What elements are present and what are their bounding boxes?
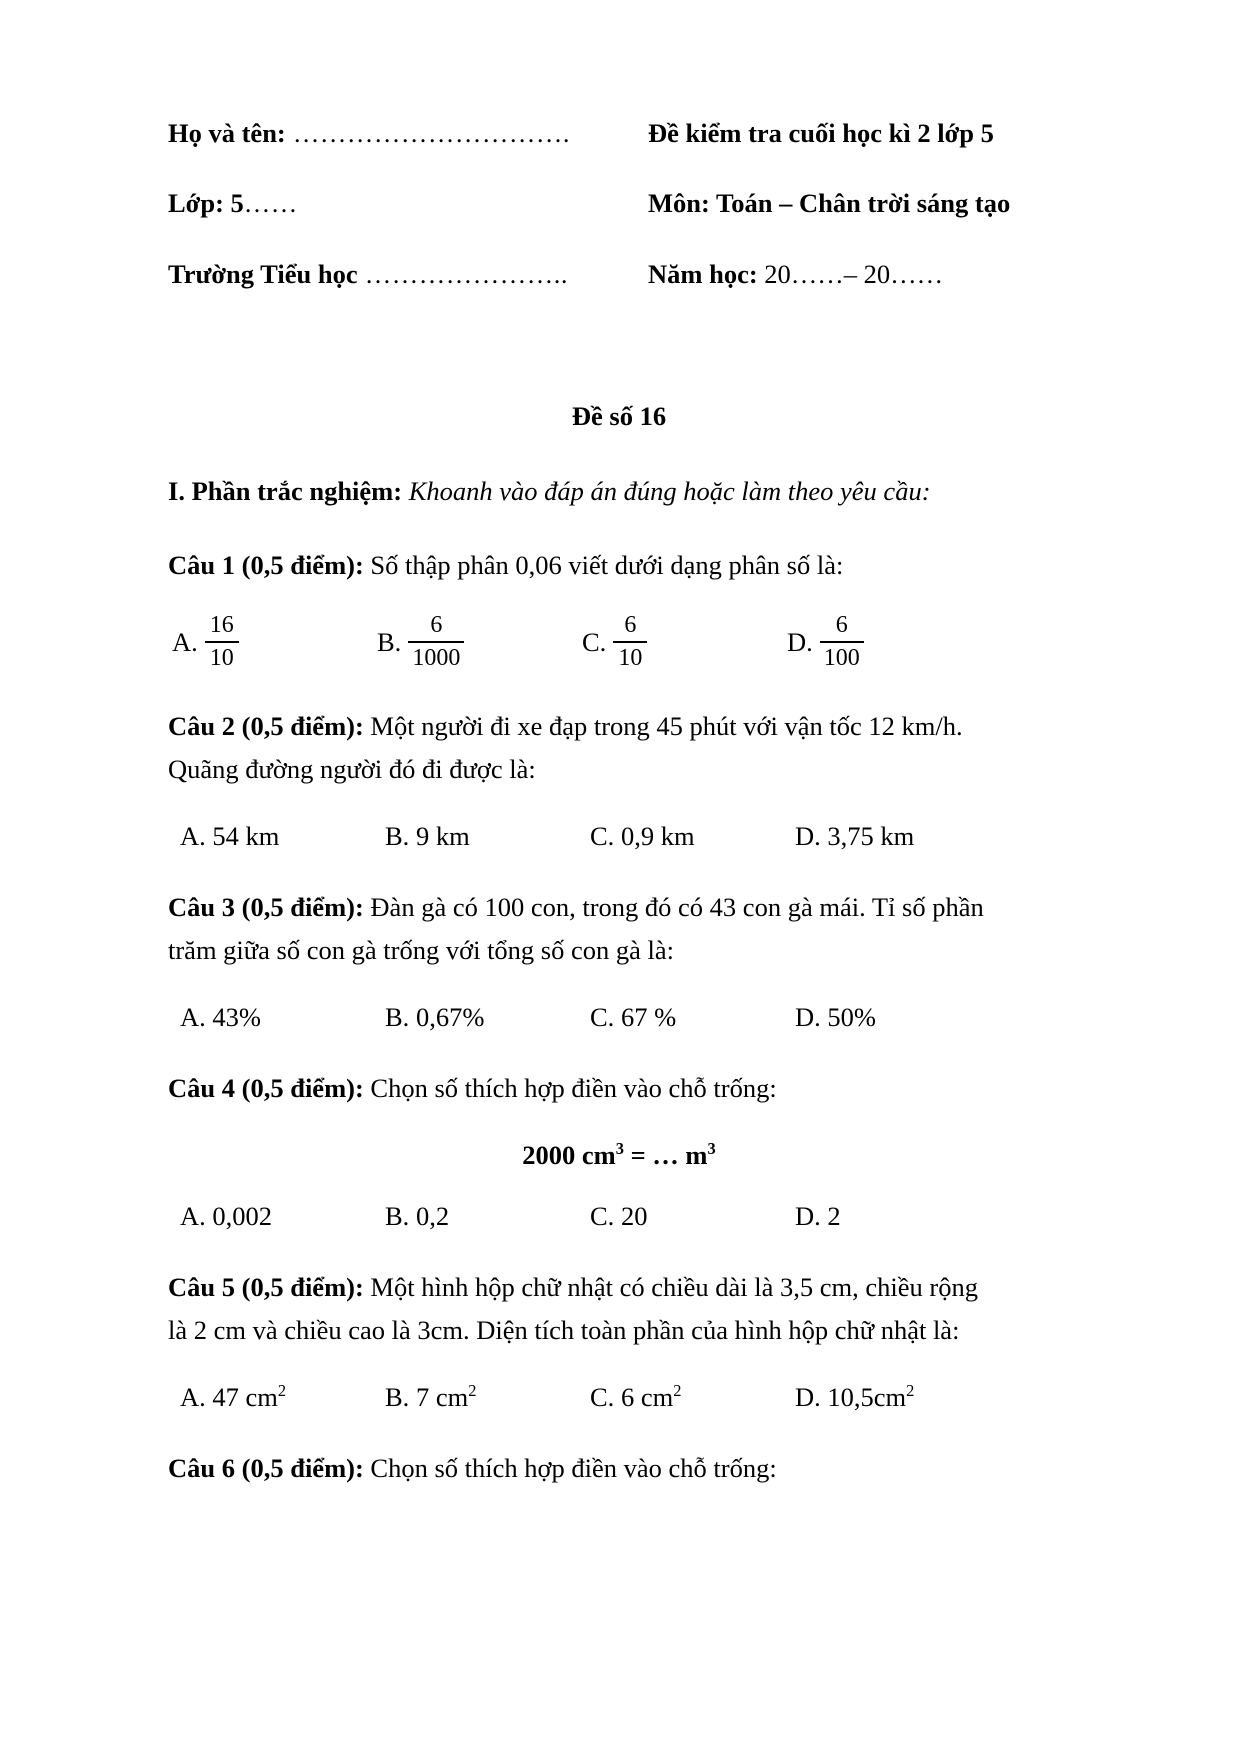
option-value: 0,002 [205, 1201, 273, 1232]
option-letter: D. [795, 1201, 821, 1232]
fraction-denominator: 100 [823, 645, 860, 672]
option-value: 0,67% [409, 1002, 485, 1033]
question-1-text: Số thập phân 0,06 viết dưới dạng phân số là: [363, 550, 844, 581]
option-letter: C. [590, 821, 615, 852]
class-dots: …… [243, 188, 298, 219]
option-letter: C. [590, 1381, 615, 1412]
option-letter: D. [795, 821, 821, 852]
question-4 [168, 1067, 1070, 1110]
question-4-option-d[interactable] [795, 1201, 1000, 1232]
option-letter: C. [590, 1002, 615, 1033]
option-letter: A. [180, 821, 206, 852]
class-label: Lớp: 5 [168, 188, 244, 219]
option-exponent: 2 [906, 1381, 915, 1401]
question-5-option-b[interactable] [385, 1382, 590, 1413]
header-row-class [168, 188, 1070, 258]
option-value: 3,75 km [820, 821, 915, 852]
exam-number-title: Đề số 16 [571, 401, 667, 432]
question-2-option-d[interactable] [795, 821, 1000, 852]
option-exponent: 2 [468, 1381, 477, 1401]
header-row-school [168, 259, 1070, 329]
option-value: 50% [820, 1002, 876, 1033]
option-value: 47 cm [205, 1381, 278, 1412]
option-letter: B. [385, 1381, 410, 1412]
section-instruction: Khoanh vào đáp án đúng hoặc làm theo yêu cầu: [402, 476, 931, 507]
fraction-denominator: 1000 [412, 645, 461, 672]
exam-header [168, 118, 1070, 329]
question-3-option-c[interactable] [590, 1002, 795, 1033]
student-name-dots: …………………………. [285, 118, 571, 148]
subject-heading [648, 188, 1070, 258]
question-3-option-b[interactable] [385, 1002, 590, 1033]
section-label: I. Phần trắc nghiệm: [168, 476, 403, 507]
fraction-bar [613, 641, 647, 643]
question-4-option-a[interactable] [180, 1201, 385, 1232]
option-letter: D. [795, 1002, 821, 1033]
fraction-bar [408, 641, 464, 643]
formula-exponent-1: 3 [615, 1139, 624, 1159]
school-year-label: Năm học: [648, 258, 758, 289]
question-5 [168, 1266, 1070, 1352]
question-3-lead: Câu 3 (0,5 điểm): [168, 892, 364, 923]
question-2 [168, 705, 1070, 791]
question-5-option-d[interactable] [795, 1382, 1000, 1413]
option-letter: B. [377, 626, 402, 657]
question-6-text: Chọn số thích hợp điền vào chỗ trống: [363, 1452, 777, 1483]
question-4-option-c[interactable] [590, 1201, 795, 1232]
option-letter: B. [385, 821, 410, 852]
question-5-text-line2: là 2 cm và chiều cao là 3cm. Diện tích toàn phần của hình hộp chữ nhật là: [168, 1315, 960, 1345]
question-6-lead: Câu 6 (0,5 điểm): [168, 1452, 364, 1483]
question-1-lead: Câu 1 (0,5 điểm): [168, 550, 364, 581]
question-4-formula [168, 1140, 1070, 1171]
subject-label: Môn: Toán – Chân trời sáng tạo [648, 188, 1011, 219]
question-3-text: Đàn gà có 100 con, trong đó có 43 con gà mái. Tỉ số phần [363, 892, 984, 923]
question-1-option-d[interactable] [787, 613, 992, 671]
question-1-option-c[interactable] [582, 613, 787, 671]
question-3-text-line2: trăm giữa số con gà trống với tổng số con gà là: [168, 935, 675, 966]
formula-exponent-2: 3 [707, 1139, 716, 1159]
option-value: 7 cm [409, 1381, 469, 1412]
question-3-option-d[interactable] [795, 1002, 1000, 1033]
option-letter: B. [385, 1201, 410, 1232]
option-value: 0,2 [409, 1201, 450, 1232]
option-value: 0,9 km [614, 821, 695, 852]
school-field [168, 259, 648, 329]
question-5-lead: Câu 5 (0,5 điểm): [168, 1272, 364, 1303]
fraction-numerator: 16 [209, 612, 234, 639]
fraction-numerator: 6 [430, 612, 443, 639]
fraction [820, 613, 864, 671]
student-name-label: Họ và tên: [168, 118, 286, 148]
question-3-option-a[interactable] [180, 1002, 385, 1033]
question-4-option-b[interactable] [385, 1201, 590, 1232]
question-5-option-c[interactable] [590, 1382, 795, 1413]
option-letter: A. [172, 626, 198, 657]
question-3-options [168, 1002, 1070, 1033]
option-value: 54 km [205, 821, 280, 852]
fraction-numerator: 6 [624, 612, 637, 639]
formula-part-b: = … m [623, 1140, 708, 1171]
option-value: 67 % [614, 1002, 677, 1033]
option-letter: D. [795, 1381, 821, 1412]
section-multiple-choice [168, 474, 1070, 510]
question-1-options [168, 613, 1070, 671]
option-letter: C. [590, 1201, 615, 1232]
fraction-bar [820, 641, 864, 643]
option-value: 2 [820, 1201, 841, 1232]
question-2-options [168, 821, 1070, 852]
option-value: 6 cm [614, 1381, 674, 1412]
class-field [168, 188, 648, 258]
question-2-option-b[interactable] [385, 821, 590, 852]
option-value: 43% [205, 1002, 261, 1033]
school-label: Trường Tiểu học [168, 258, 358, 289]
question-2-option-a[interactable] [180, 821, 385, 852]
question-2-lead: Câu 2 (0,5 điểm): [168, 711, 364, 742]
fraction-denominator: 10 [618, 645, 643, 672]
fraction-numerator: 6 [835, 612, 848, 639]
question-2-text-line2: Quãng đường người đó đi được là: [168, 754, 536, 785]
question-2-option-c[interactable] [590, 821, 795, 852]
exam-heading-label: Đề kiểm tra cuối học kì 2 lớp 5 [648, 118, 994, 148]
option-value: 10,5cm [820, 1381, 907, 1412]
question-5-option-a[interactable] [180, 1382, 385, 1413]
question-6 [168, 1447, 1070, 1490]
fraction [613, 613, 647, 671]
student-name-field [168, 118, 648, 188]
question-2-text: Một người đi xe đạp trong 45 phút với vận tốc 12 km/h. [363, 711, 963, 742]
question-4-options [168, 1201, 1070, 1232]
option-letter: A. [180, 1201, 206, 1232]
school-year-field [648, 259, 1070, 329]
fraction [205, 613, 239, 671]
option-exponent: 2 [673, 1381, 682, 1401]
question-1-option-a[interactable] [172, 613, 377, 671]
fraction-denominator: 10 [209, 645, 234, 672]
question-1 [168, 544, 1070, 587]
question-1-option-b[interactable] [377, 613, 582, 671]
question-5-options [168, 1382, 1070, 1413]
question-3 [168, 886, 1070, 972]
header-row-name [168, 118, 1070, 188]
school-dots: ………………….. [357, 258, 568, 289]
school-year-value: 20……– 20…… [757, 258, 944, 289]
question-4-text: Chọn số thích hợp điền vào chỗ trống: [363, 1073, 777, 1104]
question-5-text: Một hình hộp chữ nhật có chiều dài là 3,5 cm, chiều rộng [363, 1272, 978, 1303]
question-4-lead: Câu 4 (0,5 điểm): [168, 1073, 364, 1104]
option-value: 20 [614, 1201, 648, 1232]
option-letter: A. [180, 1381, 206, 1412]
fraction [408, 613, 464, 671]
fraction-bar [205, 641, 239, 643]
option-letter: A. [180, 1002, 206, 1033]
option-value: 9 km [409, 821, 470, 852]
exam-heading [648, 118, 1070, 188]
formula-part-a: 2000 cm [522, 1140, 616, 1171]
option-letter: B. [385, 1002, 410, 1033]
option-exponent: 2 [277, 1381, 287, 1401]
option-letter: C. [582, 626, 607, 657]
option-letter: D. [787, 626, 813, 657]
